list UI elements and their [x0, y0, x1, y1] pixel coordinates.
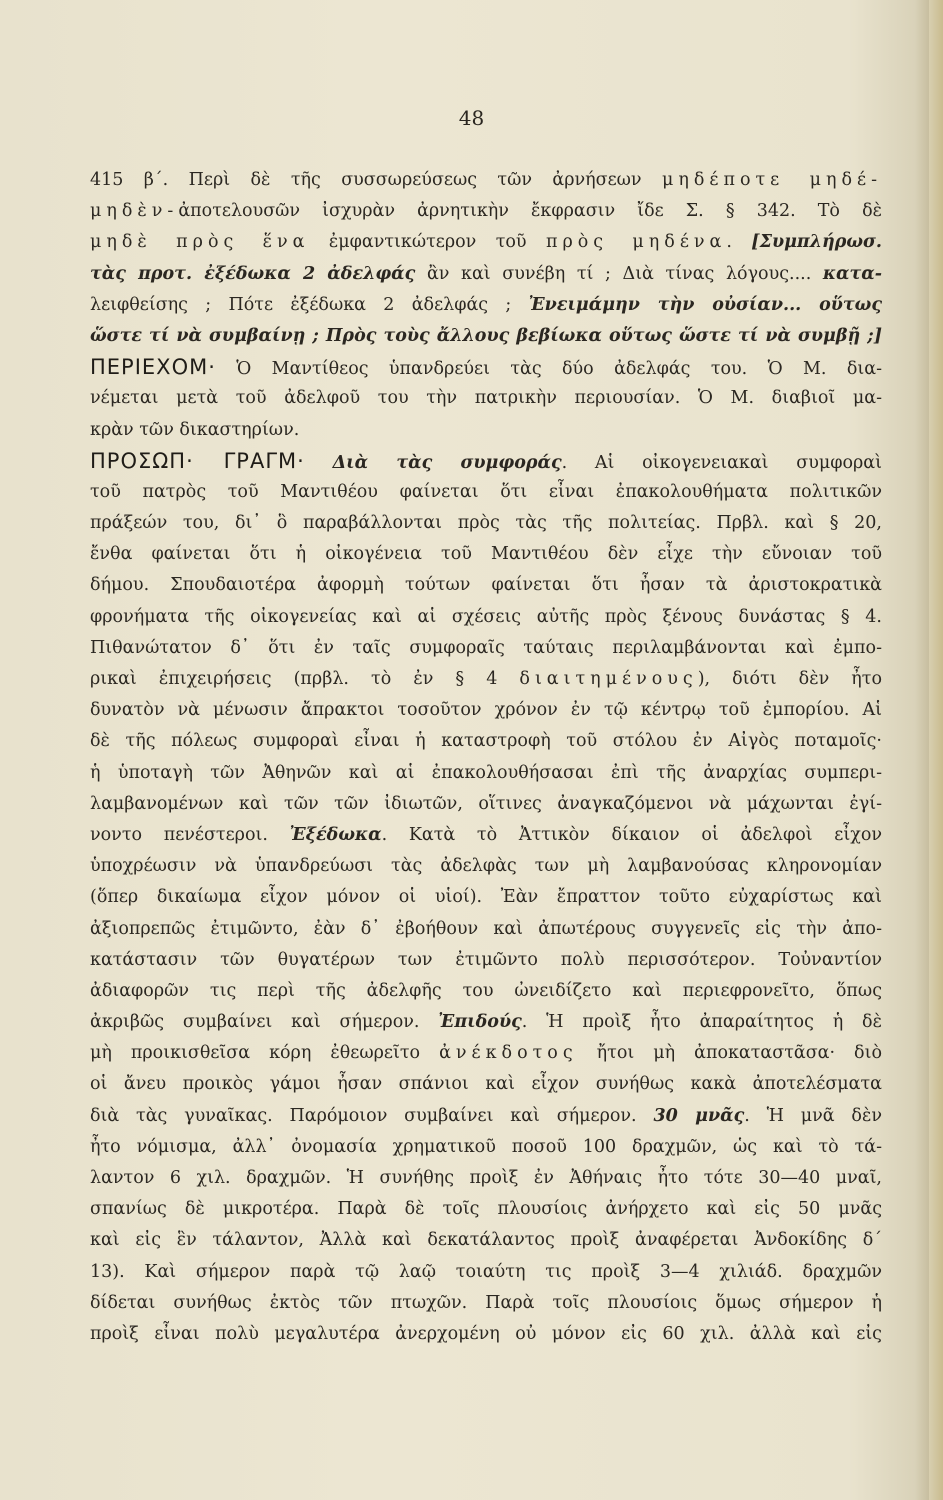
text-line [90, 446, 882, 477]
text-run: καὶ εἰς ἓν τάλαντον, Ἀλλὰ καὶ δεκατάλαντος προὶξ ἀναφέρεται Ἀνδοκίδης δ΄ [90, 1230, 882, 1251]
text-run: Πιθανώτατον δ᾽ ὅτι ἐν ταῖς συμφοραῖς ταύταις περιλαμβάνονται καὶ ἐμπο- [90, 637, 882, 658]
text-run: κρὰν τῶν δικαστηρίων. [90, 419, 300, 440]
text-line [90, 695, 882, 726]
text-run: ἀνέκδοτος [439, 1043, 578, 1064]
text-line [90, 227, 882, 258]
text-line [90, 1132, 882, 1163]
text-run: διαιτημένους [519, 669, 698, 689]
text-run: Διὰ τὰς συμφοράς [332, 452, 562, 473]
text-run: σπανίως δὲ μικροτέρα. Παρὰ δὲ τοῖς πλουσίοις ἀνήρχετο καὶ εἰς 50 μνᾶς [90, 1199, 882, 1220]
text-run: ρικαὶ ἐπιχειρήσεις (πρβλ. τὸ ἐν § 4 [90, 669, 520, 689]
text-line [90, 570, 882, 601]
text-run: πράξεών του, δι᾽ ὃ παραβάλλονται πρὸς τὰς τῆς πολιτείας. Πρβλ. καὶ § 20, [90, 513, 882, 534]
text-line [90, 758, 882, 789]
text-line [90, 789, 882, 820]
text-run: μηδέποτε μηδέ- [661, 170, 882, 190]
text-run: νέμεται μετὰ τοῦ ἀδελφοῦ του τὴν πατρικὴν περιουσίαν. Ὁ Μ. διαβιοῖ μα- [90, 388, 882, 409]
text-line [90, 290, 882, 321]
text-run: 30 μνᾶς [653, 1105, 745, 1126]
text-run: δήμου. Σπουδαιοτέρα ἀφορμὴ τούτων φαίνεται ὅτι ἦσαν τὰ ἀριστοκρατικὰ [90, 575, 882, 596]
text-line [90, 851, 882, 882]
text-line [90, 383, 882, 414]
text-line [90, 914, 882, 945]
text-line [90, 1319, 882, 1350]
text-run: τὰς προτ. ἐξέδωκα 2 ἀδελφάς [90, 263, 416, 284]
text-run: . Ἡ προὶξ ἦτο ἀπαραίτητος ἡ δὲ [521, 1012, 882, 1033]
text-run: κατάστασιν τῶν θυγατέρων των ἐτιμῶντο πολὺ περισσότερον. Τοὐναντίον [90, 949, 882, 970]
text-run: ΠΕΡΙΕΧΟΜ· [90, 355, 216, 380]
text-line [90, 1194, 882, 1225]
text-run: ἦτο νόμισμα, ἀλλ᾽ ὀνομασία χρηματικοῦ ποσοῦ 100 δραχμῶν, ὡς καὶ τὸ τά- [90, 1136, 882, 1157]
text-run: διὰ τὰς γυναῖκας. Παρόμοιον συμβαίνει καὶ σήμερον. [90, 1105, 654, 1126]
text-line [90, 1101, 882, 1132]
text-run: πρὸς μηδένα [545, 232, 727, 253]
text-line [90, 196, 882, 227]
text-run: ἂν καὶ συνέβη τί ; Διὰ τίνας λόγους.... [415, 263, 823, 284]
text-run: λειφθείσης ; Πότε ἐξέδωκα 2 ἀδελφάς ; [90, 294, 529, 315]
text-run: λαντον 6 χιλ. δραχμῶν. Ἡ συνήθης προὶξ ἐν Ἀθήναις ἦτο τότε 30—40 μναῖ, [90, 1168, 882, 1188]
text-run: ἀποτελουσῶν ἰσχυρὰν ἀρνητικὴν ἔκφρασιν ἴδε Σ. § 342. Τὸ δὲ [178, 201, 882, 222]
text-run: . Ἡ μνᾶ δὲν [744, 1105, 882, 1126]
text-run: ὥστε τί νὰ συμβαίνῃ ; Πρὸς τοὺς ἄλλους βεβίωκα οὕτως ὥστε τί νὰ συμβῇ ;] [90, 325, 882, 346]
text-run: φρονήματα τῆς οἰκογενείας καὶ αἱ σχέσεις αὐτῆς πρὸς ξένους δυνάστας § 4. [90, 606, 882, 627]
text-line [90, 415, 882, 446]
body-text [90, 165, 882, 1350]
text-line [90, 633, 882, 664]
text-run: οἱ ἄνευ προικὸς γάμοι ἦσαν σπάνιοι καὶ εἶχον συνήθως κακὰ ἀποτελέσματα [90, 1074, 882, 1095]
text-line [90, 945, 882, 976]
text-run: δυνατὸν νὰ μένωσιν ἄπρακτοι τοσοῦτον χρόνον ἐν τῷ κέντρῳ τοῦ ἐμπορίου. Αἱ [90, 700, 882, 721]
text-line [90, 664, 882, 695]
page-number: 48 [458, 106, 485, 130]
text-run: Ὁ Μαντίθεος ὑπανδρεύει τὰς δύο ἀδελφάς του. Ὁ Μ. δια- [215, 359, 882, 380]
text-run: μηδὲ πρὸς ἕνα [90, 232, 310, 253]
text-run [305, 453, 333, 473]
text-line [90, 352, 882, 383]
text-run: μηδὲν- [90, 201, 179, 222]
text-run: ἡ ὑποταγὴ τῶν Ἀθηνῶν καὶ αἱ ἐπακολουθήσασαι ἐπὶ τῆς ἀναρχίας συμπερι- [90, 762, 882, 783]
text-line [90, 602, 882, 633]
text-line [90, 1069, 882, 1100]
text-run: . Κατὰ τὸ Ἀττικὸν δίκαιον οἱ ἀδελφοὶ εἶχον [381, 824, 882, 845]
text-run: 13). Καὶ σήμερον παρὰ τῷ λαῷ τοιαύτη τις προὶξ 3—4 χιλιάδ. δραχμῶν [90, 1261, 882, 1282]
text-line [90, 1038, 882, 1069]
text-run: προὶξ εἶναι πολὺ μεγαλυτέρα ἀνερχομένη οὐ μόνον εἰς 60 χιλ. ἀλλὰ καὶ εἰς [90, 1323, 882, 1344]
text-line [90, 1163, 882, 1194]
text-run: [Συμπλήρωσ. [751, 232, 882, 253]
text-run: 415 β΄. Περὶ δὲ τῆς συσσωρεύσεως τῶν ἀρνήσεων [90, 170, 662, 190]
text-line [90, 321, 882, 352]
text-run: μὴ προικισθεῖσα κόρη ἐθεωρεῖτο [90, 1043, 440, 1064]
text-run: ΠΡΟΣΩΠ· ΓΡΑΓΜ· [90, 448, 305, 473]
text-run: ἀκριβῶς συμβαίνει καὶ σήμερον. [90, 1012, 439, 1033]
text-run: ἤτοι μὴ ἀποκαταστᾶσα· διὸ [577, 1043, 882, 1064]
text-run: Ἐξέδωκα [289, 824, 382, 845]
text-run: δὲ τῆς πόλεως συμφοραὶ εἶναι ἡ καταστροφὴ τοῦ στόλου ἐν Αἰγὸς ποταμοῖς· [90, 731, 882, 752]
text-line [90, 539, 882, 570]
text-run: ἐμφαντικώτερον τοῦ [309, 232, 546, 253]
text-line [90, 165, 882, 196]
text-run: . [726, 232, 752, 253]
text-line [90, 1257, 882, 1288]
text-run: (ὅπερ δικαίωμα εἶχον μόνον οἱ υἱοί). Ἐὰν ἔπραττον τοῦτο εὐχαρίστως καὶ [90, 887, 882, 908]
text-run: ἔνθα φαίνεται ὅτι ἡ οἰκογένεια τοῦ Μαντιθέου δὲν εἶχε τὴν εὔνοιαν τοῦ [90, 544, 882, 565]
text-run: . Αἱ οἰκογενειακαὶ συμφοραὶ [561, 452, 882, 473]
text-run: δίδεται συνήθως ἐκτὸς τῶν πτωχῶν. Παρὰ τοῖς πλουσίοις ὅμως σήμερον ἡ [90, 1292, 882, 1313]
text-line [90, 882, 882, 913]
page-edge [929, 0, 943, 1500]
text-line [90, 820, 882, 851]
text-run: νοντο πενέστεροι. [90, 824, 290, 845]
text-run: ἀξιοπρεπῶς ἐτιμῶντο, ἐὰν δ᾽ ἐβοήθουν καὶ ἀπωτέρους συγγενεῖς εἰς τὴν ἀπο- [90, 918, 882, 939]
text-run: κατα- [822, 263, 882, 284]
text-line [90, 508, 882, 539]
text-run: ὑποχρέωσιν νὰ ὑπανδρεύωσι τὰς ἀδελφὰς των μὴ λαμβανούσας κληρονομίαν [90, 856, 882, 877]
text-line [90, 1225, 882, 1256]
text-line [90, 726, 882, 757]
text-run: ), διότι δὲν ἦτο [697, 669, 882, 689]
text-run: λαμβανομένων καὶ τῶν τῶν ἰδιωτῶν, οἵτινες ἀναγκαζόμενοι νὰ μάχωνται ἐγί- [90, 793, 882, 814]
text-run: Ἐπιδούς [438, 1012, 522, 1033]
text-line [90, 976, 882, 1007]
text-line [90, 259, 882, 290]
text-line [90, 1007, 882, 1038]
text-line [90, 1288, 882, 1319]
text-line [90, 477, 882, 508]
text-run: ἀδιαφορῶν τις περὶ τῆς ἀδελφῆς του ὠνειδίζετο καὶ περιεφρονεῖτο, ὅπως [90, 980, 882, 1001]
text-run: τοῦ πατρὸς τοῦ Μαντιθέου φαίνεται ὅτι εἶναι ἐπακολουθήματα πολιτικῶν [90, 481, 882, 502]
text-run: Ἐνειμάμην τὴν οὐσίαν... οὕτως [528, 294, 882, 315]
